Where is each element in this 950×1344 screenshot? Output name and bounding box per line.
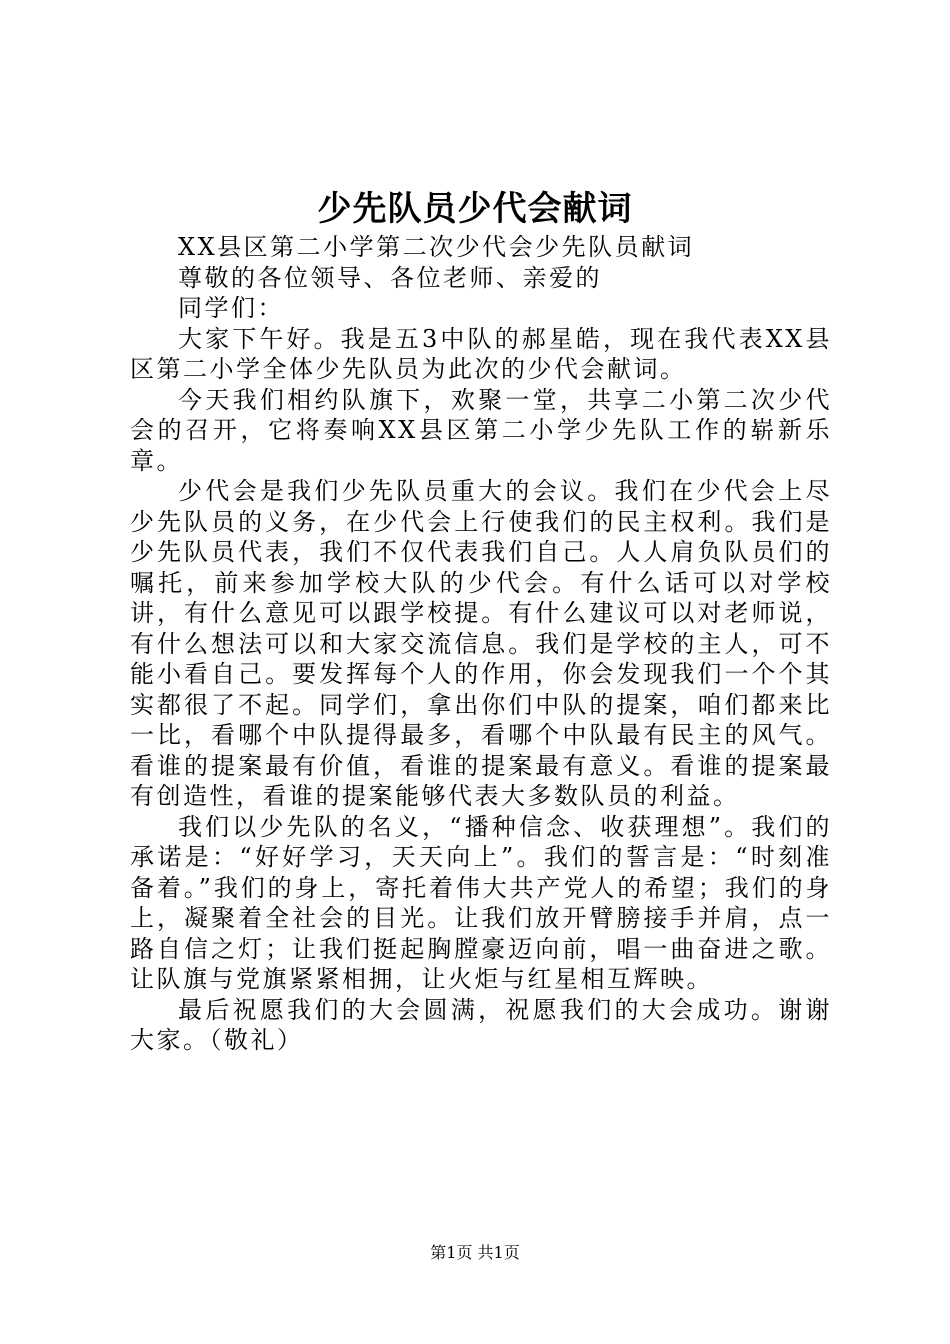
paragraph-heading: XX县区第二小学第二次少代会少先队员献词 [178, 233, 695, 261]
paragraph-main: 少代会是我们少先队员重大的会议。我们在少代会上尽少先队员的义务，在少代会上行使我们的民主权利。我们是少先队员代表，我们不仅代表我们自己。人人肩负队员们的嘱托，前来参加学校大队的少代会。有什么话可以对学校讲，有什么意见可以跟学校提。有什么建议可以对老师说，有什么想法可以和大家交流信息。我们是学校的主人，可不能小看自己。要发挥每个人的作用，你会发现我们一个个其实都很了不起。同学们，拿出你们中队的提案，咱们都来比一比，看哪个中队提得最多，看哪个中队最有民主的风气。看谁的提案最有价值，看谁的提案最有意义。看谁的提案最有创造性，看谁的提案能够代表大多数队员的利益。 [130, 477, 832, 810]
paragraph-salutation-cont: 同学们： [178, 294, 284, 322]
page-footer: 第1页 共1页 [430, 1243, 520, 1262]
paragraph-intro: 今天我们相约队旗下，欢聚一堂，共享二小第二次少代会的召开，它将奏响XX县区第二小学少先队工作的崭新乐章。 [130, 385, 832, 475]
paragraph-salutation: 尊敬的各位领导、各位老师、亲爱的 [178, 263, 602, 292]
paragraph-greeting: 大家下午好。我是五3中队的郝星皓，现在我代表XX县区第二小学全体少先队员为此次的少代会献词。 [130, 324, 832, 383]
paragraph-closing: 最后祝愿我们的大会圆满，祝愿我们的大会成功。谢谢大家。（敬礼） [130, 995, 832, 1054]
document-title: 少先队员少代会献词 [317, 189, 633, 229]
document-body [130, 232, 832, 1056]
paragraph-pledge: 我们以少先队的名义，“播种信念、收获理想”。我们的承诺是：“好好学习，天天向上”。我们的誓言是：“时刻准备着。”我们的身上，寄托着伟大共产党人的希望；我们的身上，凝聚着全社会的目光。让我们放开臂膀接手并肩，点一路自信之灯；让我们挺起胸膛豪迈向前，唱一曲奋进之歌。让队旗与党旗紧紧相拥，让火炬与红星相互辉映。 [130, 812, 832, 993]
